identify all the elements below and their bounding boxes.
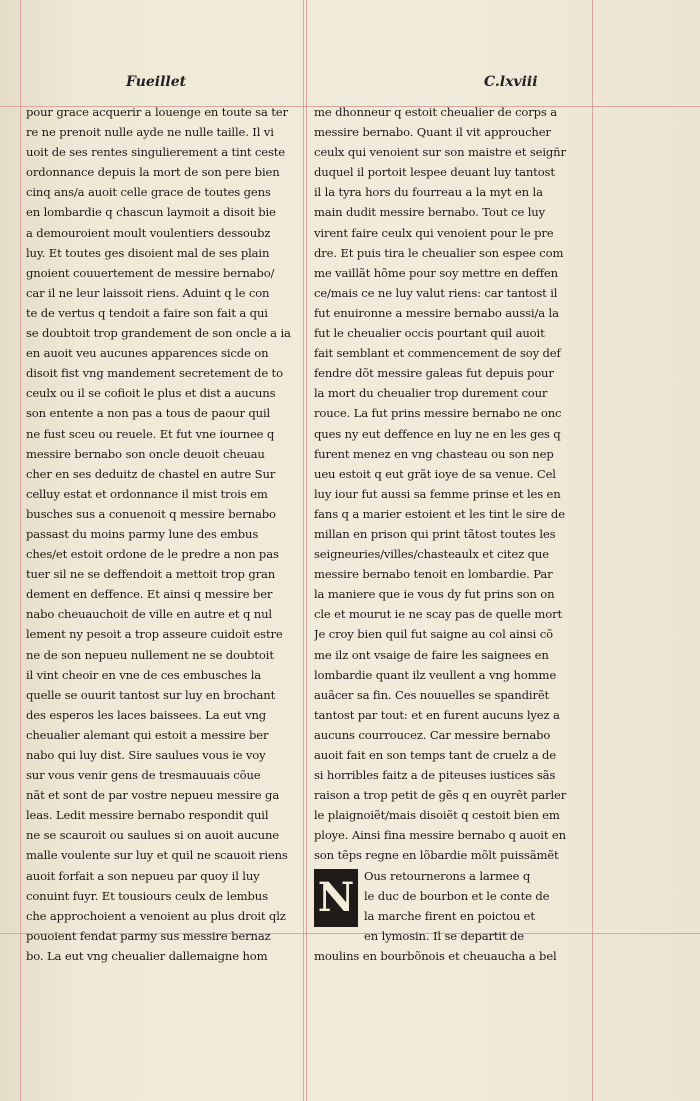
text-line: uoit de ses rentes singulierement a tint ceste [26, 145, 285, 160]
text-line: me vaillãt hõme pour soy mettre en deffen [314, 265, 558, 280]
text-line: la maniere que ie vous dy fut prins son on [314, 587, 555, 602]
text-line: bo. La eut vng cheualier dallemaigne hom [26, 948, 268, 963]
text-line: son entente a non pas a tous de paour quil [26, 406, 271, 421]
text-line: le plaignoiẽt/mais disoiẽt q cestoit bien em [314, 808, 560, 823]
text-line: messire bernabo. Quant il vit approucher [314, 125, 551, 140]
margin-rule-right [592, 0, 593, 1101]
text-line: virent faire ceulx qui venoient pour le pre [314, 225, 554, 240]
text-column-left [26, 102, 296, 966]
text-line: il vint cheoir en vne de ces embusches la [26, 667, 262, 682]
text-line: luy. Et toutes ges disoient mal de ses plain [26, 245, 270, 260]
text-line: aucuns courroucez. Car messire bernabo [314, 727, 551, 742]
text-line: te de vertus q tendoit a faire son fait a qui [26, 305, 268, 320]
text-line: se doubtoit trop grandement de son oncle a ia [26, 326, 291, 341]
text-line: busches sus a conuenoit q messire bernabo [26, 506, 276, 521]
text-line: en lymosin. Il se departit de [364, 928, 525, 943]
text-line: messire bernabo tenoit en lombardie. Par [314, 567, 553, 582]
text-line: des esperos les laces baissees. La eut vng [26, 707, 267, 722]
text-line: furent menez en vng chasteau ou son nep [314, 446, 554, 461]
text-line: quelle se ouurit tantost sur luy en brochant [26, 687, 276, 702]
text-line: messire bernabo son oncle deuoit cheuau [26, 446, 265, 461]
text-line: lombardie quant ilz veullent a vng homme [314, 667, 557, 682]
text-line: fut enuironne a messire bernabo aussi/a la [314, 305, 559, 320]
text-line: en lombardie q chascun laymoit a disoit bie [26, 205, 276, 220]
text-line: Je croy bien quil fut saigne au col ainsi cõ [314, 627, 553, 642]
text-line: ches/et estoit ordone de le predre a non pas [26, 547, 279, 562]
text-line: rouce. La fut prins messire bernabo ne onc [314, 406, 562, 421]
text-line: malle voulente sur luy et quil ne scauoit riens [26, 848, 288, 863]
text-line: passast du moins parmy lune des embus [26, 526, 259, 541]
text-line: tuer sil ne se deffendoit a mettoit trop gran [26, 567, 276, 582]
drop-initial: N [314, 869, 358, 927]
text-line: sur vous venir gens de tresmauuais cõue [26, 768, 261, 783]
text-line: duquel il portoit lespee deuant luy tantost [314, 165, 555, 180]
column-rule-left [303, 0, 304, 1101]
text-line: la mort du cheualier trop durement cour [314, 386, 548, 401]
text-line: disoit fist vng mandement secretement de to [26, 366, 283, 381]
text-line: cle et mourut ie ne scay pas de quelle mort [314, 607, 562, 622]
text-line: Ous retournerons a larmee q [364, 868, 531, 883]
text-line: ce/mais ce ne luy valut riens: car tantost il [314, 285, 558, 300]
text-line: auãcer sa fin. Ces nouuelles se spandirẽt [314, 687, 550, 702]
text-line: ueu estoit q eut grãt ioye de sa venue. Cel [314, 466, 556, 481]
text-line: dre. Et puis tira le cheualier son espee com [314, 245, 564, 260]
text-line: la marche firent en poictou et [364, 908, 535, 923]
text-column-right [314, 102, 590, 966]
text-line: si horribles faitz a de piteuses iustices sãs [314, 768, 556, 783]
text-line: main dudit messire bernabo. Tout ce luy [314, 205, 545, 220]
text-line: son tẽps regne en lõbardie mõlt puissãmẽt [314, 848, 559, 863]
text-line: ques ny eut deffence en luy ne en les ges q [314, 426, 561, 441]
folio-header-left: Fueillet [126, 74, 187, 90]
text-line: le duc de bourbon et le conte de [364, 888, 550, 903]
text-line: re ne prenoit nulle ayde ne nulle taille. Il vi [26, 125, 274, 140]
text-line: moulins en bourbõnois et cheuaucha a bel [314, 948, 557, 963]
text-line: celluy estat et ordonnance il mist trois em [26, 486, 268, 501]
text-line: fans q a marier estoient et les tint le sire de [314, 506, 565, 521]
text-line: seigneuries/villes/chasteaulx et citez que [314, 547, 549, 562]
text-line: ne de son nepueu nullement ne se doubtoit [26, 647, 274, 662]
text-line: pour grace acquerir a louenge en toute sa ter [26, 105, 288, 119]
text-line: cher en ses deduitz de chastel en autre Sur [26, 466, 276, 481]
text-line: millan en prison qui print tãtost toutes les [314, 526, 556, 541]
text-line: dement en deffence. Et ainsi q messire ber [26, 587, 273, 602]
text-line: en auoit veu aucunes apparences sicde on [26, 346, 269, 361]
margin-rule-left [20, 0, 21, 1101]
text-line: fut le cheualier occis pourtant quil auoit [314, 326, 545, 341]
text-line: ordonnance depuis la mort de son pere bien [26, 165, 280, 180]
text-line: ne se scauroit ou saulues si on auoit aucune [26, 828, 279, 843]
text-line: cheualier alemant qui estoit a messire ber [26, 727, 269, 742]
text-line: cinq ans/a auoit celle grace de toutes gens [26, 185, 271, 200]
text-line: auoit forfait a son nepueu par quoy il luy [26, 868, 260, 883]
text-line: che approchoient a venoient au plus droit qlz [26, 908, 286, 923]
text-line: lement ny pesoit a trop asseure cuidoit estre [26, 627, 283, 642]
text-line: fendre dõt messire galeas fut depuis pour [314, 366, 554, 381]
text-line: ne fust sceu ou reuele. Et fut vne iournee q [26, 426, 275, 441]
text-line: me dhonneur q estoit cheualier de corps a [314, 105, 558, 119]
text-line: ploye. Ainsi fina messire bernabo q auoit en [314, 828, 566, 843]
text-line: luy iour fut aussi sa femme prinse et les en [314, 486, 561, 501]
text-line: tantost par tout: et en furent aucuns lyez a [314, 707, 560, 722]
text-line: nãt et sont de par vostre nepueu messire ga [26, 788, 280, 803]
text-line: ceulx ou il se cofioit le plus et dist a aucuns [26, 386, 276, 401]
text-line: me ilz ont vsaige de faire les saignees en [314, 647, 549, 662]
text-line: nabo qui luy dist. Sire saulues vous ie voy [26, 748, 266, 762]
text-line: leas. Ledit messire bernabo respondit quil [26, 808, 269, 823]
text-line: il la tyra hors du fourreau a la myt en la [314, 185, 543, 200]
text-line: fait semblant et commencement de soy def [314, 346, 561, 361]
text-line: gnoient couuertement de messire bernabo/ [26, 265, 275, 280]
text-line: nabo cheuauchoit de ville en autre et q nul [26, 607, 272, 622]
text-line: ceulx qui venoient sur son maistre et seigñr [314, 145, 566, 160]
text-line: a demouroient moult voulentiers dessoubz [26, 225, 271, 240]
text-line: conuint fuyr. Et tousiours ceulx de lembus [26, 888, 268, 903]
text-line: raison a trop petit de gẽs q en ouyrẽt parler [314, 788, 567, 803]
folio-header-right: C.lxviii [484, 74, 538, 90]
text-line: auoit fait en son temps tant de cruelz a de [314, 748, 556, 762]
text-line: pouoient fendat parmy sus messire bernaz [26, 928, 271, 943]
initial-block [314, 866, 590, 946]
text-line: car il ne leur laissoit riens. Aduint q le con [26, 285, 270, 300]
column-rule-right [306, 0, 307, 1101]
